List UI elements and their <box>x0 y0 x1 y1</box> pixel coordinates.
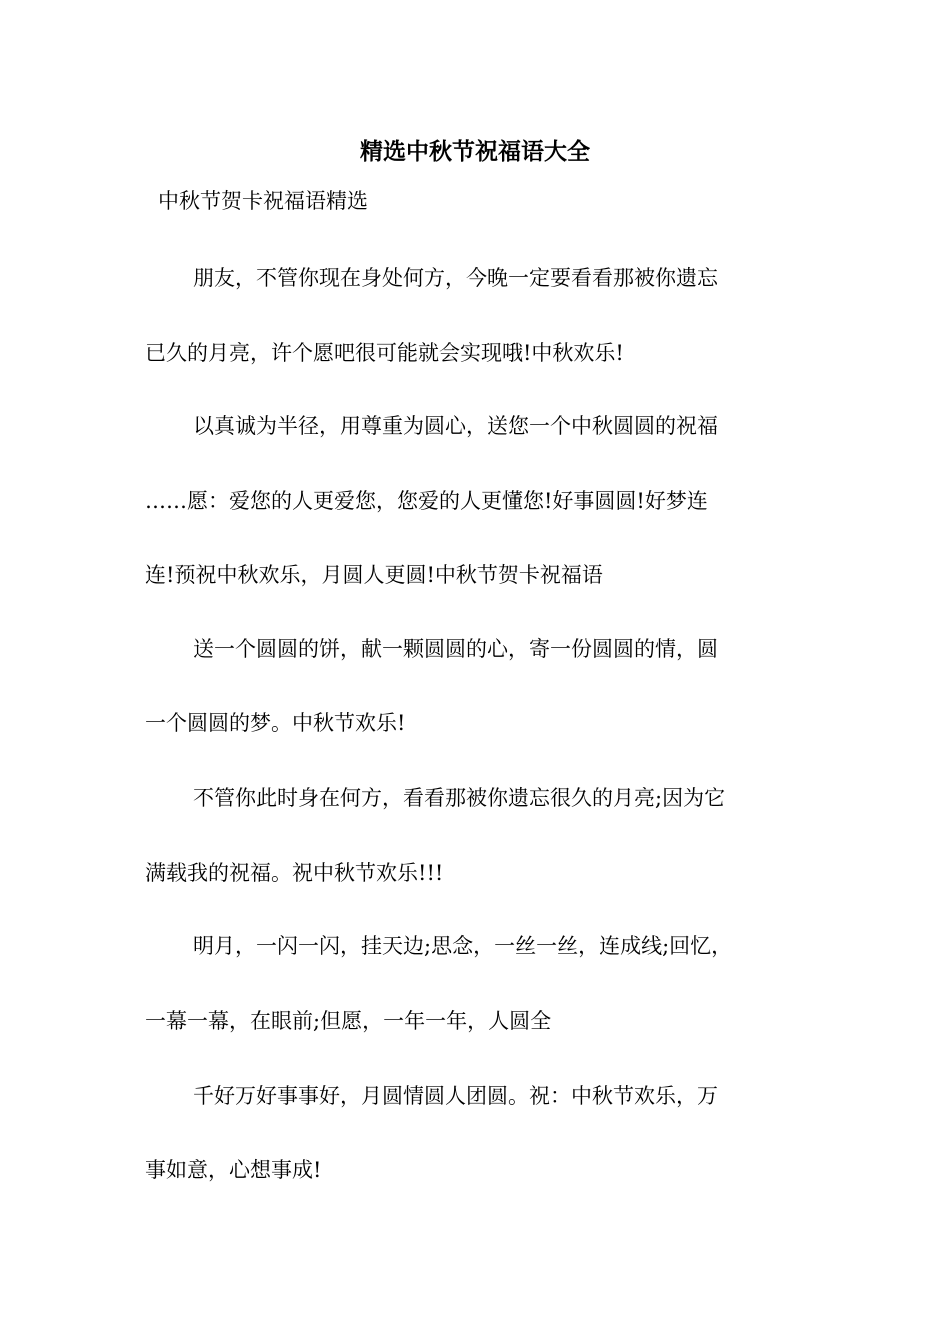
document-subtitle: 中秋节贺卡祝福语精选 <box>158 189 368 213</box>
paragraph-1-line-2: 已久的月亮，许个愿吧很可能就会实现哦!中秋欢乐! <box>145 341 624 365</box>
paragraph-2-line-1: 以真诚为半径，用尊重为圆心，送您一个中秋圆圆的祝福 <box>193 414 718 438</box>
paragraph-6-line-2: 事如意，心想事成! <box>145 1158 322 1182</box>
paragraph-4-line-1: 不管你此时身在何方，看看那被你遗忘很久的月亮;因为它 <box>193 786 726 810</box>
paragraph-2-line-3: 连!预祝中秋欢乐，月圆人更圆!中秋节贺卡祝福语 <box>145 563 603 587</box>
paragraph-3-line-1: 送一个圆圆的饼，献一颗圆圆的心，寄一份圆圆的情，圆 <box>193 637 718 661</box>
paragraph-5-line-1: 明月，一闪一闪，挂天边;思念，一丝一丝，连成线;回忆， <box>193 934 733 958</box>
paragraph-4-line-2: 满载我的祝福。祝中秋节欢乐!!! <box>145 861 444 885</box>
paragraph-2-line-2: ……愿：爱您的人更爱您，您爱的人更懂您!好事圆圆!好梦连 <box>145 489 708 513</box>
paragraph-1-line-1: 朋友，不管你现在身处何方，今晚一定要看看那被你遗忘 <box>193 266 718 290</box>
document-title: 精选中秋节祝福语大全 <box>360 138 590 165</box>
paragraph-6-line-1: 千好万好事事好，月圆情圆人团圆。祝：中秋节欢乐，万 <box>193 1084 718 1108</box>
paragraph-3-line-2: 一个圆圆的梦。中秋节欢乐! <box>145 711 406 735</box>
paragraph-5-line-2: 一幕一幕，在眼前;但愿，一年一年，人圆全 <box>145 1009 552 1033</box>
